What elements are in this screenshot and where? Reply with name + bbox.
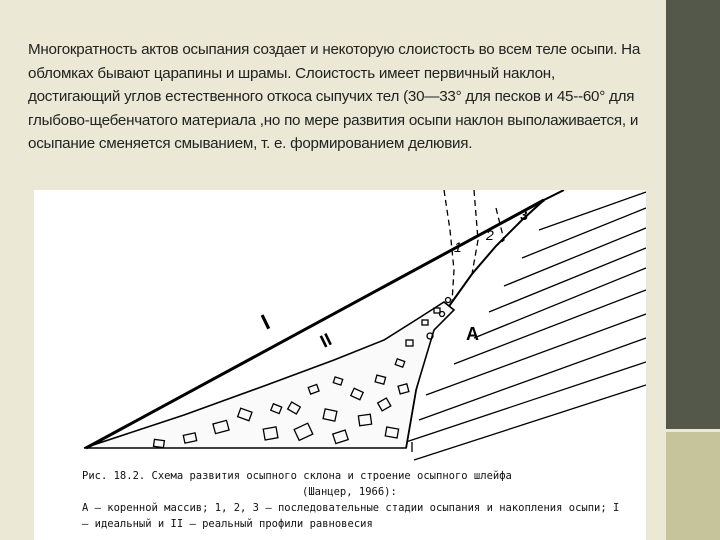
caption-title: Рис. 18.2. Схема развития осыпного склона и строение осыпного шлейфа [82,470,512,482]
scree-slope-figure [34,190,646,540]
caption-author: (Шанцер, 1966): [302,486,397,498]
label-stage-2: 2 [486,227,494,243]
label-stage-3: 3 [520,207,528,223]
label-profile-real: II [316,329,335,352]
sidebar-dark-panel [666,0,720,432]
label-profile-ideal: I [257,309,274,335]
sidebar-light-panel [666,432,720,540]
caption-legend: А — коренной массив; 1, 2, 3 — последовательные стадии осыпания и накопления осыпи; I — идеальный и II — реальный профили равновесия [82,502,620,530]
slide-paragraph: Многократность актов осыпания создает и некоторую слоистость во всем теле осыпи. На обломках бывают царапины и шрамы. Слоистость имеет первичный наклон, достигающий углов естественного откоса сыпучих тел (30—33° для песков и 45--60° для глыбово-щебенчатого материала ,но по мере развития осыпи наклон выполаживается, и осыпание сменяется смыванием, т. е. формированием делювия. [28,41,641,152]
label-bedrock: A [466,324,479,344]
figure-caption [82,468,630,532]
label-stage-1: 1 [454,239,462,255]
bedrock-layers [406,192,646,460]
